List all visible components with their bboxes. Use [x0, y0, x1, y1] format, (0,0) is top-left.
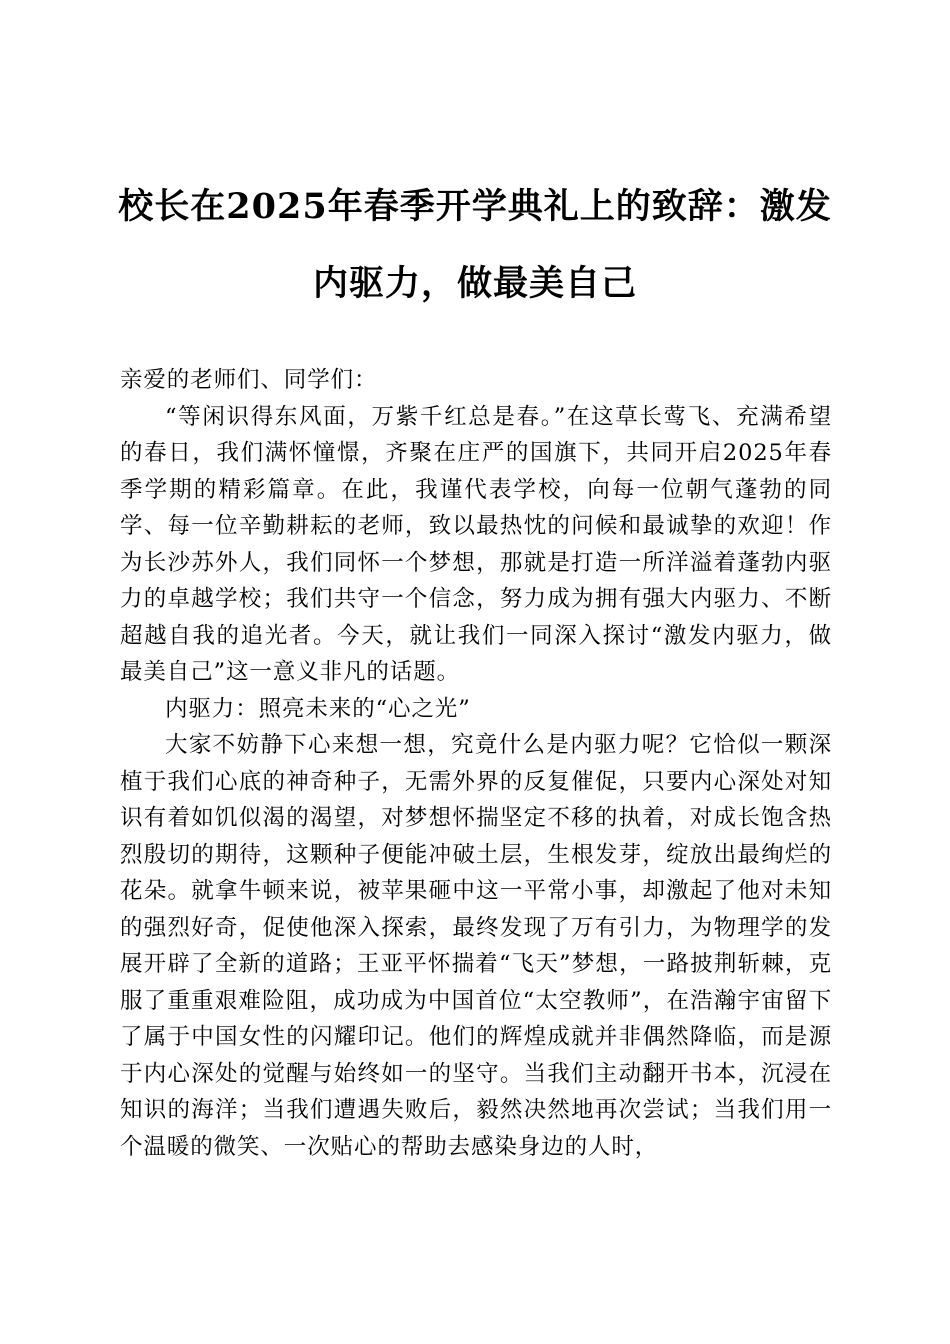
paragraph-intro: “等闲识得东风面，万紫千红总是春。”在这草长莺飞、充满希望的春日，我们满怀憧憬，齐聚在庄严的国旗下，共同开启2025年春季学期的精彩篇章。在此，我谨代表学校，向每一位朝气蓬勃的同学、每一位辛勤耕耘的老师，致以最热忱的问候和最诚挚的欢迎！作为长沙苏外人，我们同怀一个梦想，那就是打造一所洋溢着蓬勃内驱力的卓越学校；我们共守一个信念，努力成为拥有强大内驱力、不断超越自我的追光者。今天，就让我们一同深入探讨“激发内驱力，做最美自己”这一意义非凡的话题。	[120, 403, 832, 685]
paragraph-inner-drive: 大家不妨静下心来想一想，究竟什么是内驱力呢？它恰似一颗深植于我们心底的神奇种子，无需外界的反复催促，只要内心深处对知识有着如饥似渴的渴望，对梦想怀揣坚定不移的执着，对成长饱含热烈殷切的期待，这颗种子便能冲破土层，生根发芽，绽放出最绚烂的花朵。就拿牛顿来说，被苹果砸中这一平常小事，却激起了他对未知的强烈好奇，促使他深入探索，最终发现了万有引力，为物理学的发展开辟了全新的道路；王亚平怀揣着“飞天”梦想，一路披荆斩棘，克服了重重艰难险阻，成功成为中国首位“太空教师”，在浩瀚宇宙留下了属于中国女性的闪耀印记。他们的辉煌成就并非偶然降临，而是源于内心深处的觉醒与始终如一的坚守。当我们主动翻开书本，沉浸在知识的海洋；当我们遭遇失败后，毅然决然地再次尝试；当我们用一个温暖的微笑、一次贴心的帮助去感染身边的人时，	[120, 732, 832, 1160]
title-line-1: 校长在2025年春季开学典礼上的致辞：激发	[118, 186, 832, 227]
section-heading: 内驱力：照亮未来的“心之光”	[165, 695, 471, 722]
document-body	[120, 362, 832, 1165]
greeting: 亲爱的老师们、同学们：	[120, 367, 378, 393]
title-line-2: 内驱力，做最美自己	[312, 263, 637, 304]
page-title	[100, 168, 850, 322]
